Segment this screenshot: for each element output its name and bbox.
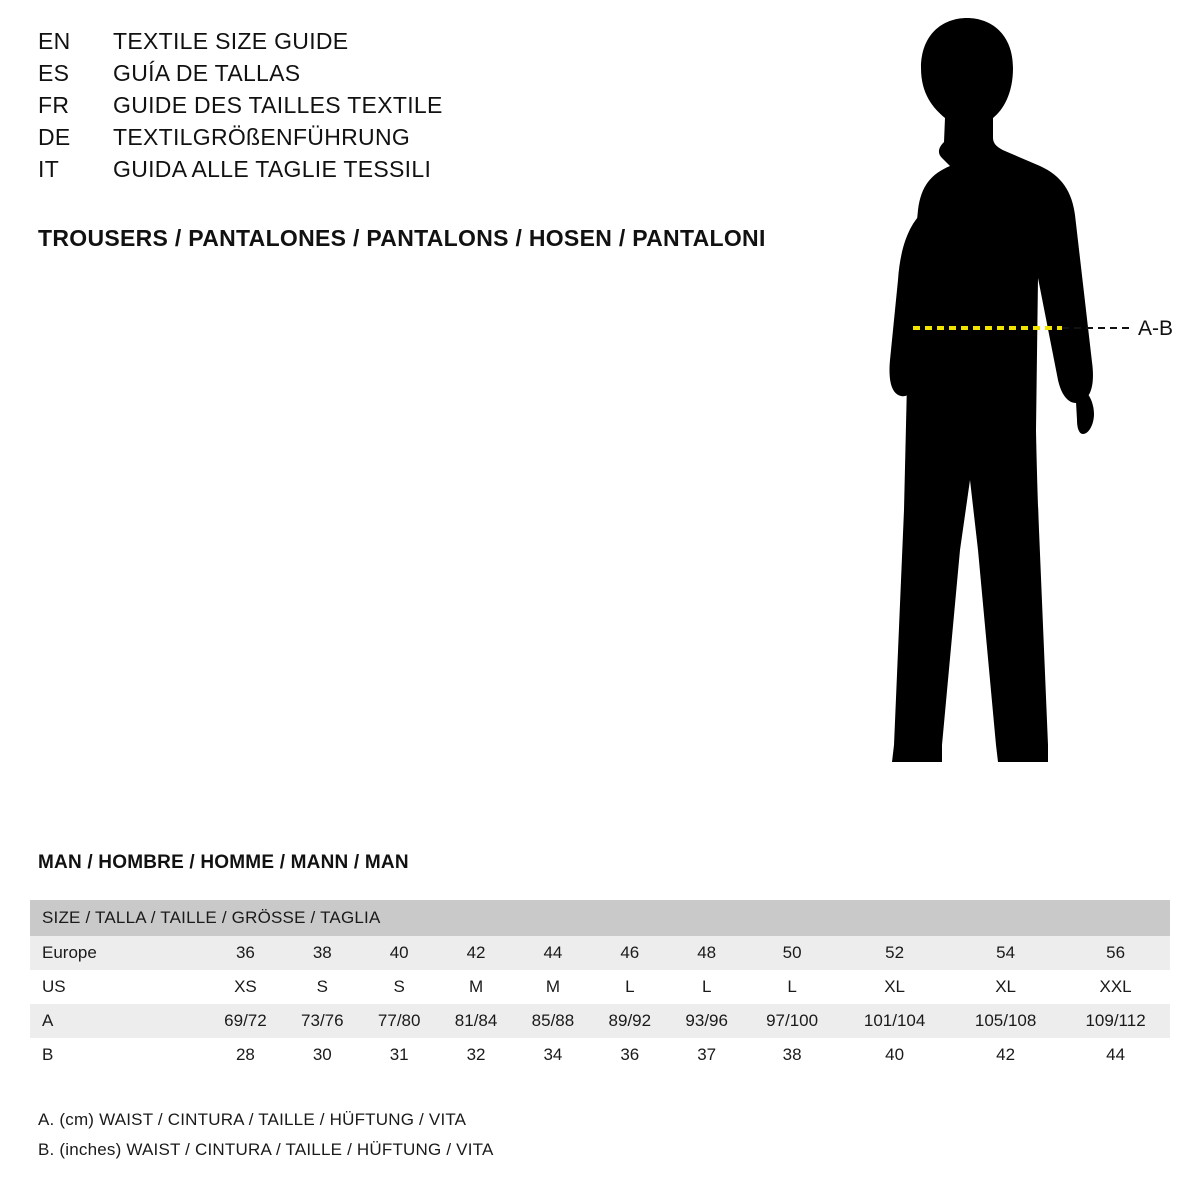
cell-a-8: 97/100 <box>745 1004 839 1038</box>
row-label-b: B <box>30 1038 207 1072</box>
cell-b-8: 38 <box>745 1038 839 1072</box>
cell-a-11: 109/112 <box>1061 1004 1170 1038</box>
language-text-de: TEXTILGRÖßENFÜHRUNG <box>113 124 411 150</box>
garment-type-label: TROUSERS / PANTALONES / PANTALONS / HOSEN / PANTALONI <box>38 225 766 251</box>
cell-europe-4: 42 <box>438 936 515 970</box>
cell-europe-2: 38 <box>284 936 361 970</box>
cell-us-3: S <box>361 970 438 1004</box>
language-text-en: TEXTILE SIZE GUIDE <box>113 28 349 54</box>
language-code-it: IT <box>38 156 60 182</box>
language-header-block <box>38 28 798 188</box>
note-a: A. (cm) WAIST / CINTURA / TAILLE / HÜFTUNG / VITA <box>38 1110 467 1129</box>
cell-us-4: M <box>438 970 515 1004</box>
measurement-notes <box>38 1110 494 1170</box>
cell-b-10: 42 <box>950 1038 1061 1072</box>
language-text-fr: GUIDE DES TAILLES TEXTILE <box>113 92 443 118</box>
cell-europe-8: 50 <box>745 936 839 970</box>
cell-a-5: 85/88 <box>515 1004 592 1038</box>
cell-b-1: 28 <box>207 1038 284 1072</box>
table-header-row <box>30 900 1170 936</box>
cell-a-10: 105/108 <box>950 1004 1061 1038</box>
language-row-es <box>38 60 798 92</box>
cell-europe-5: 44 <box>515 936 592 970</box>
cell-us-7: L <box>668 970 745 1004</box>
cell-europe-10: 54 <box>950 936 1061 970</box>
cell-b-5: 34 <box>515 1038 592 1072</box>
cell-europe-7: 48 <box>668 936 745 970</box>
cell-b-3: 31 <box>361 1038 438 1072</box>
language-row-en <box>38 28 798 60</box>
language-text-es: GUÍA DE TALLAS <box>113 60 301 86</box>
cell-a-6: 89/92 <box>591 1004 668 1038</box>
row-label-us: US <box>30 970 207 1004</box>
table-row <box>30 1004 1170 1038</box>
cell-us-9: XL <box>839 970 950 1004</box>
waist-measure-label: A-B <box>1138 317 1174 340</box>
cell-a-1: 69/72 <box>207 1004 284 1038</box>
cell-us-2: S <box>284 970 361 1004</box>
cell-europe-9: 52 <box>839 936 950 970</box>
cell-europe-3: 40 <box>361 936 438 970</box>
cell-a-4: 81/84 <box>438 1004 515 1038</box>
cell-a-9: 101/104 <box>839 1004 950 1038</box>
cell-b-6: 36 <box>591 1038 668 1072</box>
language-row-it <box>38 156 798 188</box>
table-row <box>30 970 1170 1004</box>
cell-us-5: M <box>515 970 592 1004</box>
cell-a-7: 93/96 <box>668 1004 745 1038</box>
cell-europe-6: 46 <box>591 936 668 970</box>
cell-b-7: 37 <box>668 1038 745 1072</box>
cell-us-8: L <box>745 970 839 1004</box>
cell-europe-11: 56 <box>1061 936 1170 970</box>
language-code-es: ES <box>38 60 70 86</box>
table-section-title: MAN / HOMBRE / HOMME / MANN / MAN <box>38 852 409 873</box>
row-label-a: A <box>30 1004 207 1038</box>
note-b: B. (inches) WAIST / CINTURA / TAILLE / HÜFTUNG / VITA <box>38 1140 494 1159</box>
male-silhouette-icon <box>892 18 1093 762</box>
language-code-en: EN <box>38 28 71 54</box>
cell-a-3: 77/80 <box>361 1004 438 1038</box>
language-code-fr: FR <box>38 92 70 118</box>
row-label-europe: Europe <box>30 936 207 970</box>
table-row <box>30 1038 1170 1072</box>
cell-europe-1: 36 <box>207 936 284 970</box>
language-text-it: GUIDA ALLE TAGLIE TESSILI <box>113 156 432 182</box>
cell-a-2: 73/76 <box>284 1004 361 1038</box>
language-row-fr <box>38 92 798 124</box>
cell-us-6: L <box>591 970 668 1004</box>
cell-us-11: XXL <box>1061 970 1170 1004</box>
cell-us-1: XS <box>207 970 284 1004</box>
cell-b-2: 30 <box>284 1038 361 1072</box>
table-header-label: SIZE / TALLA / TAILLE / GRÖSSE / TAGLIA <box>30 900 1170 936</box>
cell-b-9: 40 <box>839 1038 950 1072</box>
language-row-de <box>38 124 798 156</box>
cell-b-4: 32 <box>438 1038 515 1072</box>
cell-us-10: XL <box>950 970 1061 1004</box>
language-code-de: DE <box>38 124 71 150</box>
size-chart-table <box>30 900 1170 1072</box>
figure-illustration <box>800 10 1200 800</box>
table-row <box>30 936 1170 970</box>
cell-b-11: 44 <box>1061 1038 1170 1072</box>
